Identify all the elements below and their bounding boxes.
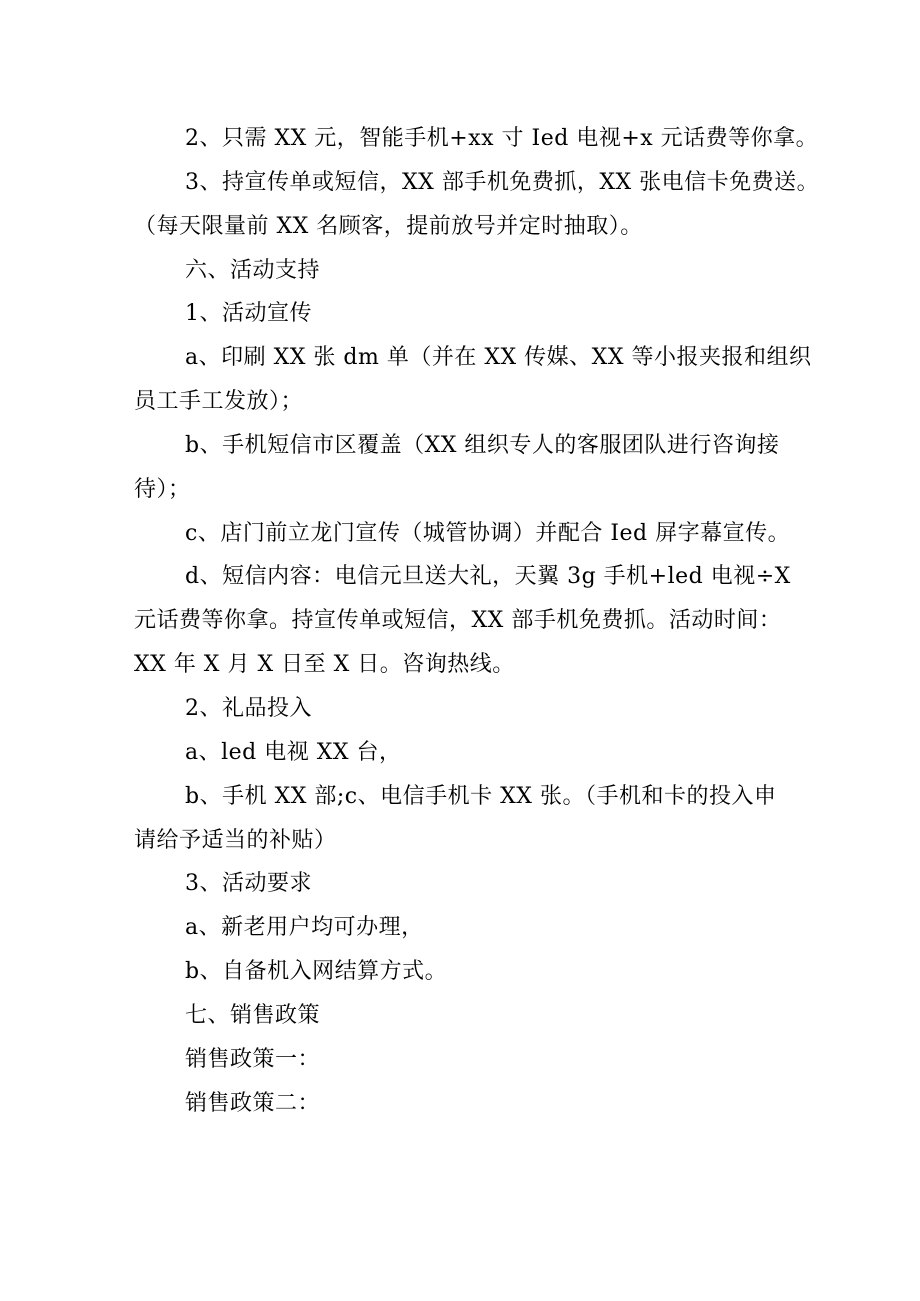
text-line: 元话费等你拿。持宣传单或短信，XX 部手机免费抓。活动时间： — [134, 608, 782, 633]
subsection-heading: 3、活动要求 — [185, 871, 312, 896]
section-heading: 六、活动支持 — [185, 258, 321, 283]
text-line: b、手机短信市区覆盖（XX 组织专人的客服团队进行咨询接 — [185, 433, 780, 458]
text-line: a、led 电视 XX 台， — [185, 740, 402, 765]
text-line: 销售政策一： — [185, 1047, 321, 1072]
text-line: b、手机 XX 部;c、电信手机卡 XX 张。（手机和卡的投入申 — [185, 784, 777, 809]
section-heading: 七、销售政策 — [185, 1003, 321, 1028]
text-line: b、自备机入网结算方式。 — [185, 959, 448, 984]
text-line: XX 年 X 月 X 日至 X 日。咨询热线。 — [134, 652, 515, 677]
text-line: a、印刷 XX 张 dm 单（并在 XX 传媒、XX 等小报夹报和组织 — [185, 345, 812, 370]
text-line: 员工手工发放）； — [134, 389, 304, 414]
text-line: d、短信内容：电信元旦送大礼，天翼 3g 手机+led 电视÷X — [185, 564, 791, 589]
text-line: a、新老用户均可办理， — [185, 915, 424, 940]
text-line: 2、只需 XX 元，智能手机+xx 寸 Ied 电视+x 元话费等你拿。 — [185, 126, 819, 151]
subsection-heading: 1、活动宣传 — [185, 301, 312, 326]
text-line: c、店门前立龙门宣传（城管协调）并配合 Ied 屏字幕宣传。 — [185, 521, 791, 546]
subsection-heading: 2、礼品投入 — [185, 696, 312, 721]
text-line: 请给予适当的补贴） — [134, 828, 337, 853]
text-line: （每天限量前 XX 名顾客，提前放号并定时抽取）。 — [134, 214, 643, 239]
text-line: 待）； — [134, 477, 191, 502]
text-line: 销售政策二： — [185, 1091, 321, 1116]
text-line: 3、持宣传单或短信，XX 部手机免费抓，XX 张电信卡免费送。 — [185, 170, 820, 195]
